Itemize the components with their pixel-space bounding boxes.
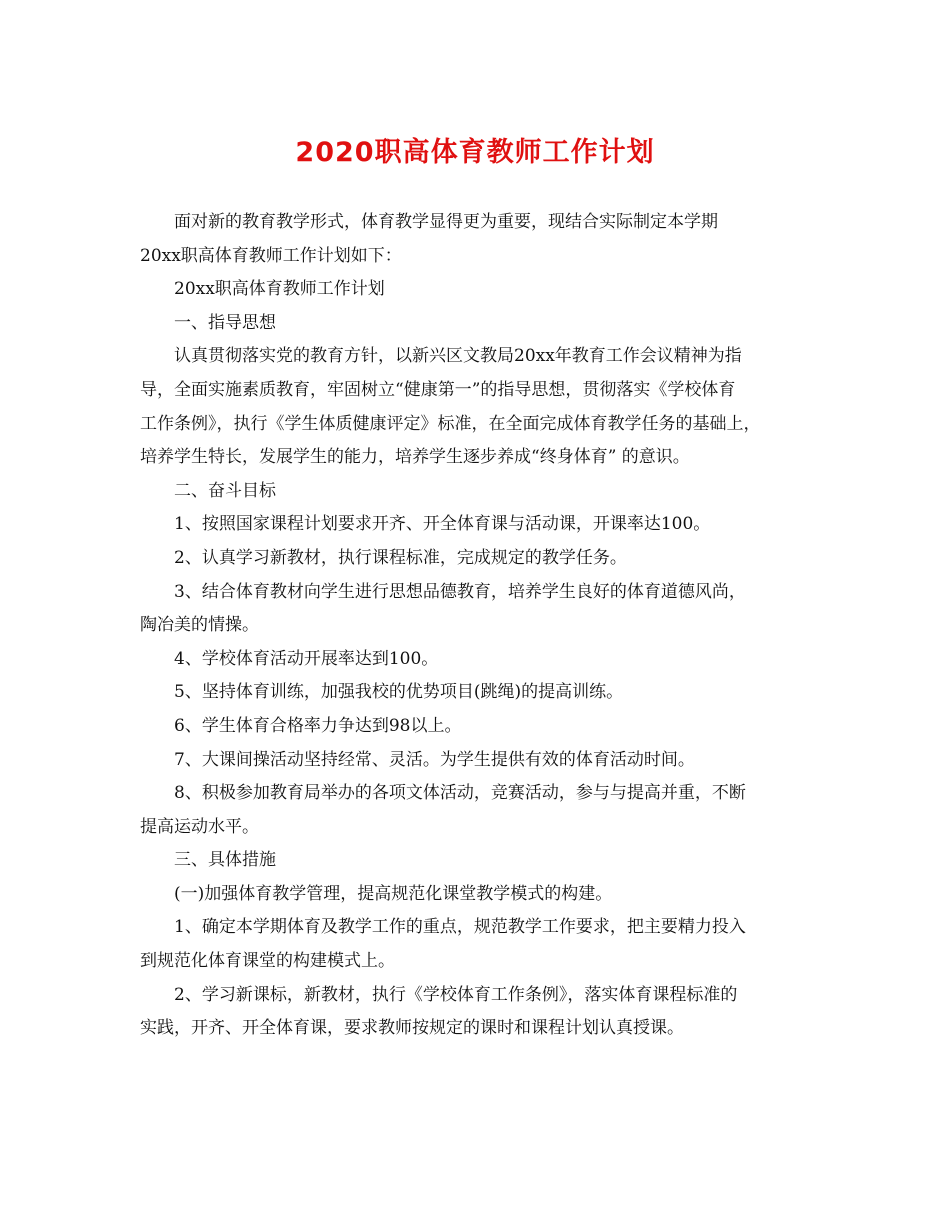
paragraph-line: 导，全面实施素质教育，牢固树立“健康第一”的指导思想，贯彻落实《学校体育 [140, 379, 736, 400]
paragraph-line: 20xx职高体育教师工作计划 [174, 279, 385, 300]
paragraph-line: 5、坚持体育训练，加强我校的优势项目(跳绳)的提高训练。 [174, 682, 624, 703]
paragraph-line: 8、积极参加教育局举办的各项文体活动，竞赛活动，参与与提高并重，不断 [174, 783, 746, 804]
paragraph-line: 三、具体措施 [174, 850, 276, 871]
paragraph-line: 实践，开齐、开全体育课，要求教师按规定的课时和课程计划认真授课。 [140, 1018, 684, 1039]
paragraph-line: (一)加强体育教学管理，提高规范化课堂教学模式的构建。 [174, 883, 613, 904]
document-body [140, 206, 820, 1046]
paragraph-line: 面对新的教育教学形式，体育教学显得更为重要，现结合实际制定本学期 [174, 212, 718, 232]
paragraph-line: 3、结合体育教材向学生进行思想品德教育，培养学生良好的体育道德风尚， [174, 581, 746, 602]
paragraph-line: 陶冶美的情操。 [140, 615, 259, 636]
paragraph-line: 到规范化体育课堂的构建模式上。 [140, 951, 395, 972]
paragraph-line: 培养学生特长，发展学生的能力，培养学生逐步养成“终身体育” 的意识。 [140, 447, 690, 468]
paragraph-line: 6、学生体育合格率力争达到98以上。 [174, 715, 462, 736]
paragraph-line: 2、学习新课标，新教材，执行《学校体育工作条例》，落实体育课程标准的 [174, 984, 738, 1005]
document-title: 2020职高体育教师工作计划 [295, 137, 655, 168]
paragraph-line: 1、确定本学期体育及教学工作的重点，规范教学工作要求，把主要精力投入 [174, 917, 746, 938]
paragraph-line: 工作条例》，执行《学生体质健康评定》标准，在全面完成体育教学任务的基础上， [140, 413, 761, 434]
paragraph-line: 7、大课间操活动坚持经常、灵活。为学生提供有效的体育活动时间。 [174, 749, 695, 770]
paragraph-line: 20xx职高体育教师工作计划如下： [140, 245, 402, 266]
paragraph-line: 一、指导思想 [174, 312, 276, 333]
paragraph-line: 认真贯彻落实党的教育方针，以新兴区文教局20xx年教育工作会议精神为指 [174, 346, 742, 367]
paragraph-line: 4、学校体育活动开展率达到100。 [174, 648, 439, 669]
paragraph-line: 1、按照国家课程计划要求开齐、开全体育课与活动课，开课率达100。 [174, 514, 711, 535]
paragraph-line: 提高运动水平。 [140, 816, 259, 837]
paragraph-line: 2、认真学习新教材，执行课程标准，完成规定的教学任务。 [174, 547, 627, 568]
paragraph-line: 二、奋斗目标 [174, 480, 276, 501]
